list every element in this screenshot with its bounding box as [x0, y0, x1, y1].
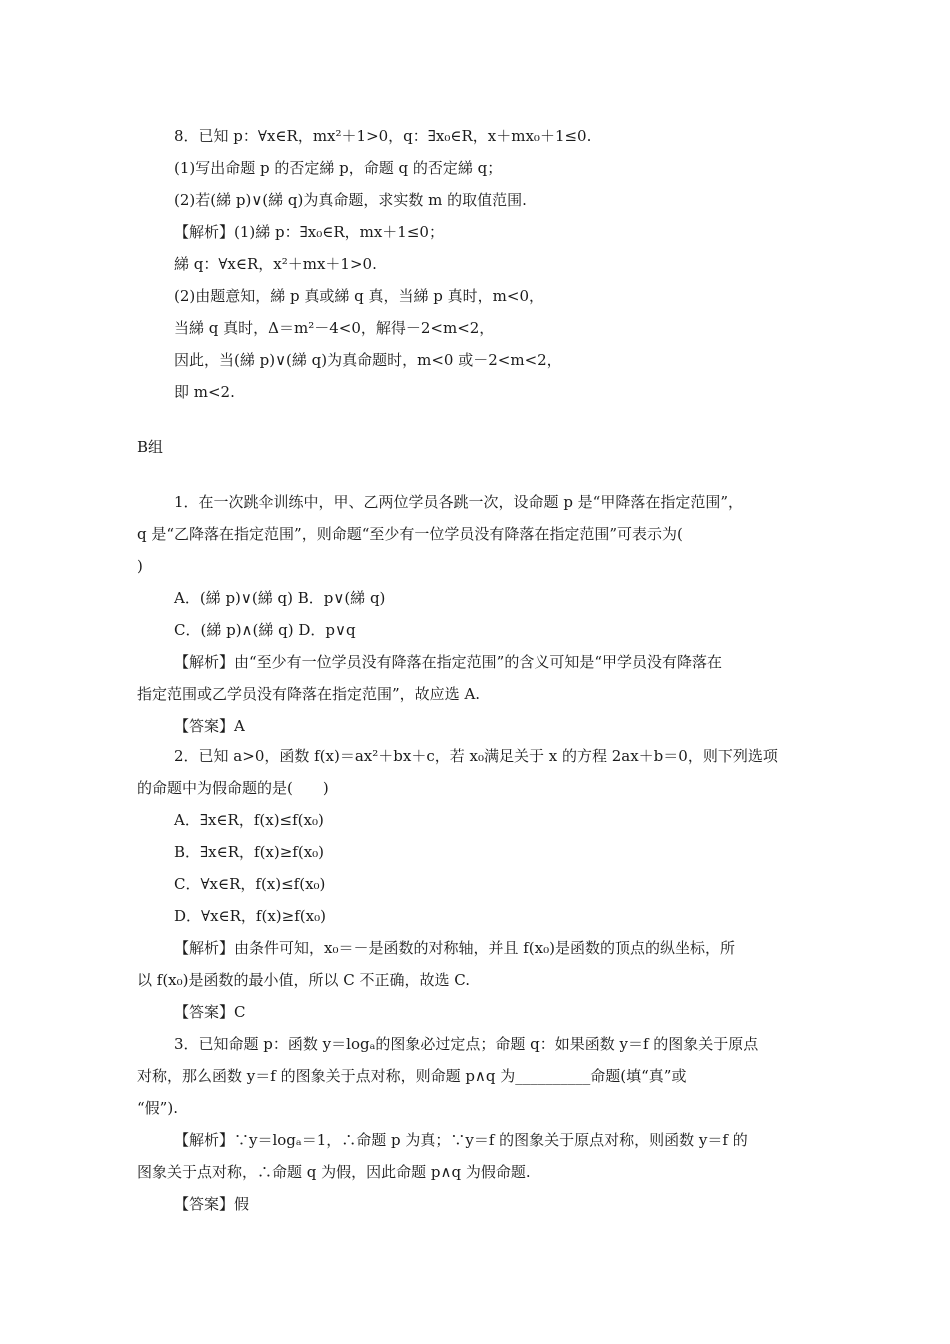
answer-line: 【答案】A	[174, 717, 245, 735]
solution-line: 指定范围或乙学员没有降落在指定范围”，故应选 A.	[137, 685, 481, 703]
problem-1-statement: q 是“乙降落在指定范围”，则命题“至少有一位学员没有降落在指定范围”可表示为(	[137, 525, 683, 543]
answer-line: 【答案】C	[174, 1003, 246, 1021]
answer-line: 【答案】假	[174, 1195, 250, 1213]
problem-2-option: A．∃x∈R，f(x)≤f(x₀)	[174, 811, 324, 829]
solution-line: 即 m<2.	[174, 383, 235, 401]
problem-1-statement: )	[137, 557, 143, 575]
problem-2-statement: 2．已知 a>0，函数 f(x)＝ax²＋bx＋c，若 x₀满足关于 x 的方程 2ax＋b＝0，则下列选项	[174, 747, 778, 765]
problem-2-option: C．∀x∈R，f(x)≤f(x₀)	[174, 875, 326, 893]
problem-1-statement: 1．在一次跳伞训练中，甲、乙两位学员各跳一次，设命题 p 是“甲降落在指定范围”，	[174, 493, 744, 511]
problem-8-statement: 8．已知 p：∀x∈R，mx²＋1>0，q：∃x₀∈R，x＋mx₀＋1≤0.	[174, 127, 592, 145]
solution-line: 因此，当(綈 p)∨(綈 q)为真命题时，m<0 或－2<m<2，	[174, 351, 562, 369]
problem-3-statement: 3．已知命题 p：函数 y＝logₐ的图象必过定点；命题 q：如果函数 y＝f 的图象关于原点	[174, 1035, 759, 1053]
problem-2-option: B．∃x∈R，f(x)≥f(x₀)	[174, 843, 325, 861]
problem-3-statement: 对称，那么函数 y＝f 的图象关于点对称，则命题 p∧q 为__________命题(填“真”或	[137, 1067, 687, 1085]
solution-line: 以 f(x₀)是函数的最小值，所以 C 不正确，故选 C.	[137, 971, 470, 989]
solution-line: 图象关于点对称，∴命题 q 为假，因此命题 p∧q 为假命题.	[137, 1163, 531, 1181]
problem-8-part-2: (2)若(綈 p)∨(綈 q)为真命题，求实数 m 的取值范围.	[174, 191, 527, 209]
solution-line: 【解析】由条件可知，x₀＝－是函数的对称轴，并且 f(x₀)是函数的顶点的纵坐标，所	[174, 939, 735, 957]
problem-1-options: C．(綈 p)∧(綈 q) D．p∨q	[174, 621, 356, 639]
solution-line: 【解析】由“至少有一位学员没有降落在指定范围”的含义可知是“甲学员没有降落在	[174, 653, 723, 671]
solution-line: 【解析】(1)綈 p：∃x₀∈R，mx＋1≤0；	[174, 223, 444, 241]
solution-line: 当綈 q 真时，Δ＝m²－4<0，解得－2<m<2，	[174, 319, 495, 337]
problem-8-part-1: (1)写出命题 p 的否定綈 p，命题 q 的否定綈 q；	[174, 159, 503, 177]
solution-line: 綈 q：∀x∈R，x²＋mx＋1>0.	[174, 255, 377, 273]
problem-3-statement: “假”).	[137, 1099, 178, 1117]
problem-2-statement: 的命题中为假命题的是( )	[137, 779, 329, 797]
solution-line: (2)由题意知，綈 p 真或綈 q 真，当綈 p 真时，m<0，	[174, 287, 544, 305]
problem-2-option: D．∀x∈R，f(x)≥f(x₀)	[174, 907, 326, 925]
section-heading-b: B组	[137, 438, 164, 456]
solution-line: 【解析】∵y＝logₐ＝1，∴命题 p 为真；∵y＝f 的图象关于原点对称，则函数 y＝f 的	[174, 1131, 748, 1149]
problem-1-options: A．(綈 p)∨(綈 q) B．p∨(綈 q)	[174, 589, 386, 607]
